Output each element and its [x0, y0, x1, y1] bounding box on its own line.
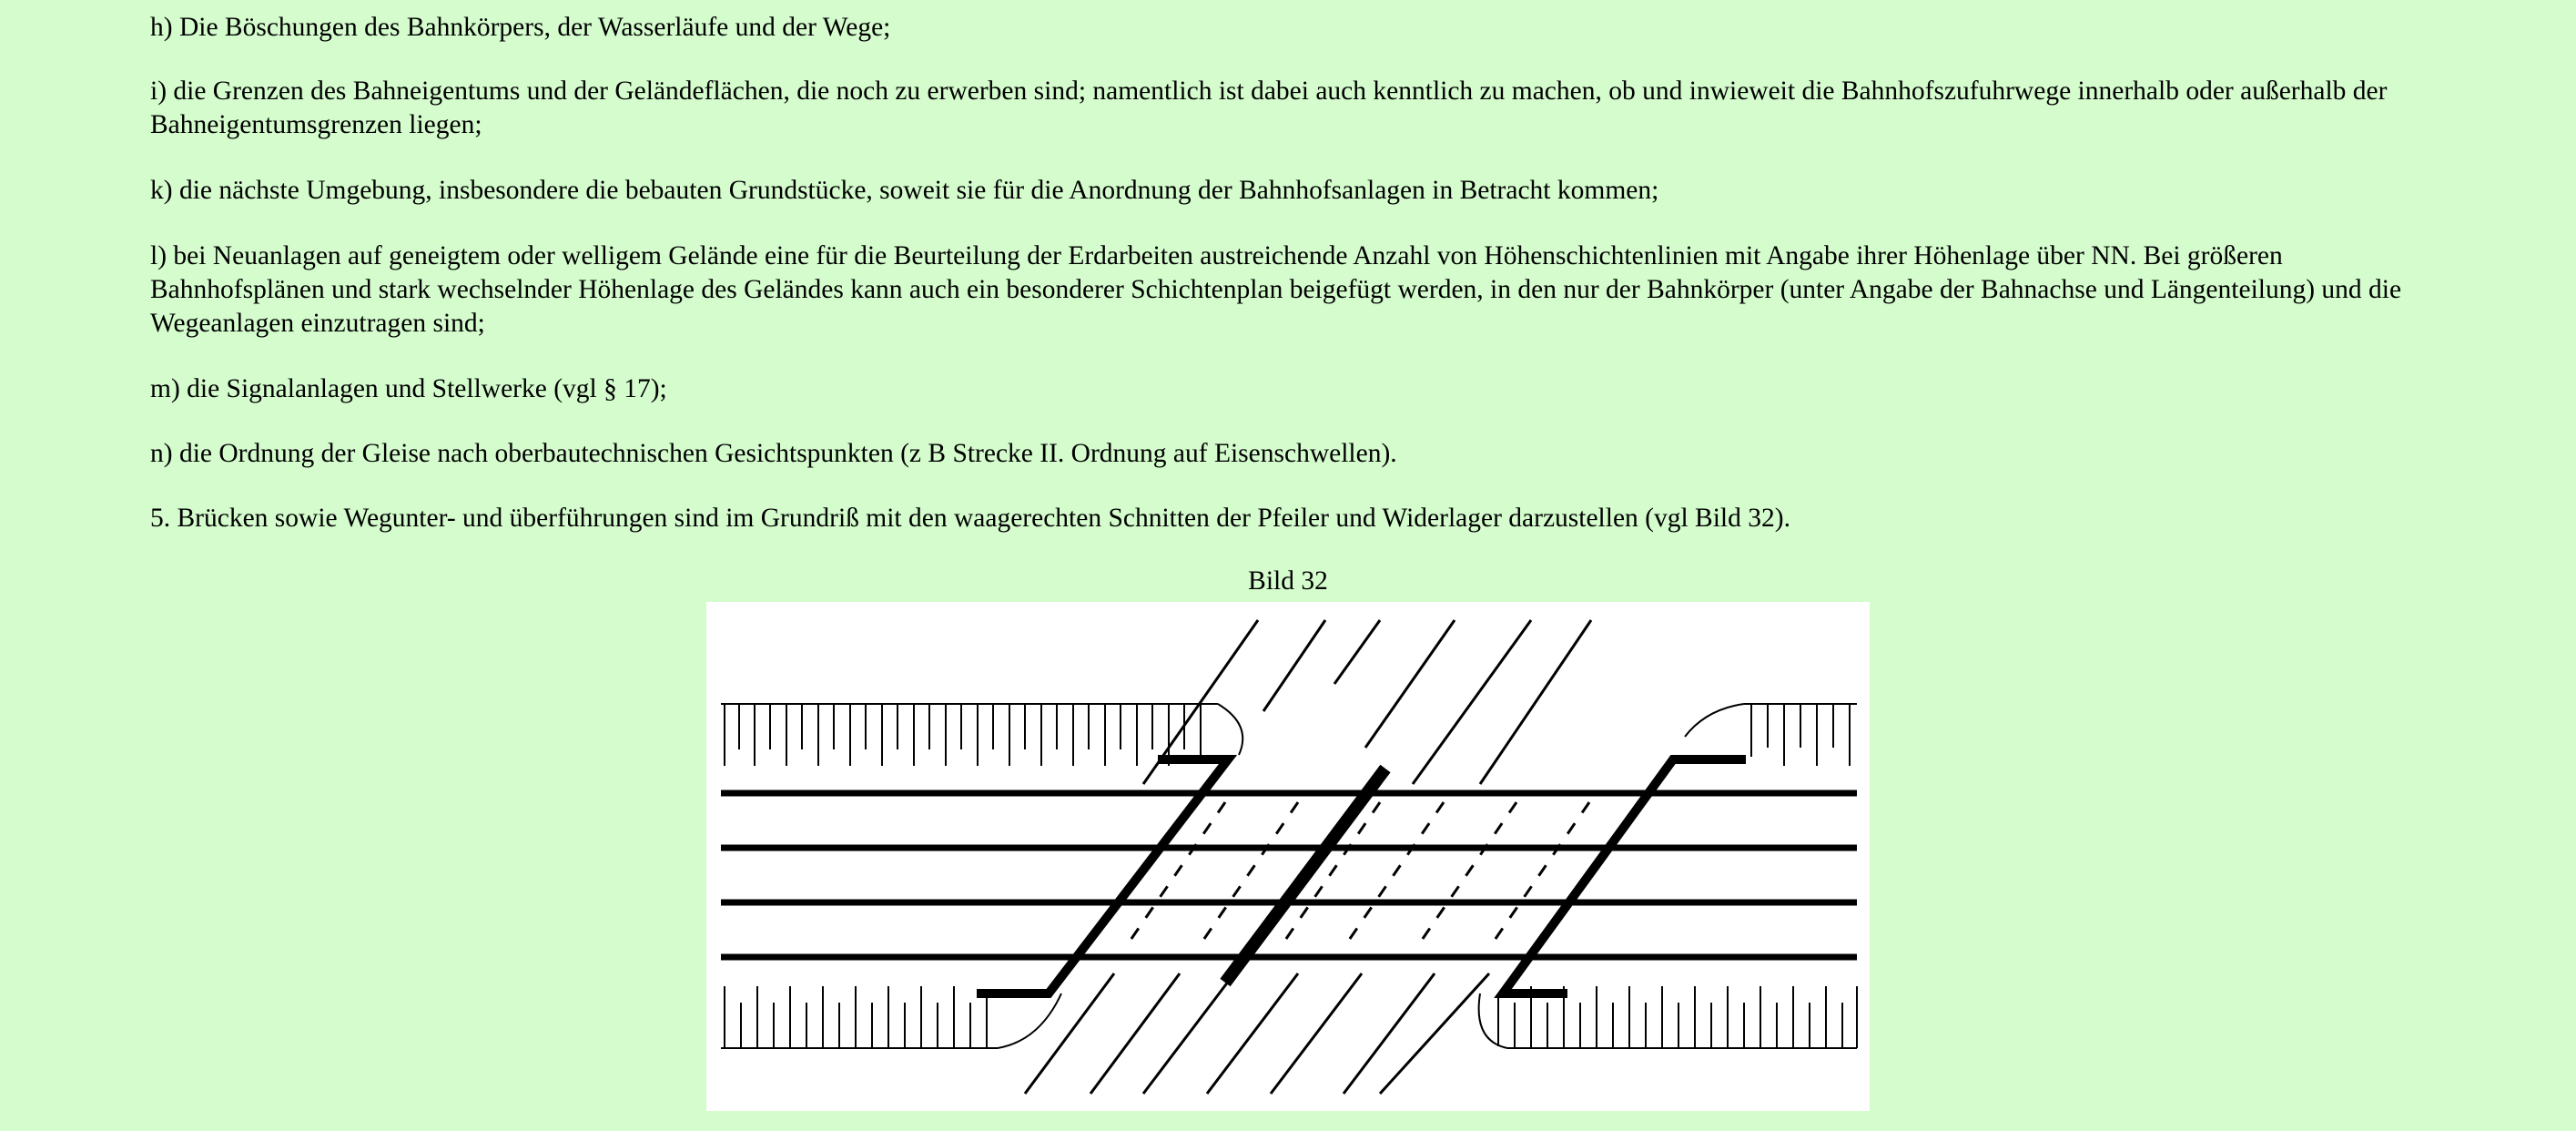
paragraph-i: i) die Grenzen des Bahneigentums und der Geländeflächen, die noch zu erwerben sind; namentlich ist dabei auch kenntlich zu machen, ob und inwieweit die Bahnhofszufuhrwege innerhalb oder außerhalb der Bahneigentumsgrenzen liegen; [150, 76, 2388, 139]
paragraph-k: k) die nächste Umgebung, insbesondere die bebauten Grundstücke, soweit sie für die Anordnung der Bahnhofsanlagen in Betracht kommen; [150, 176, 1659, 205]
paragraph-5: 5. Brücken sowie Wegunter- und überführungen sind im Grundriß mit den waagerechten Schnitten der Pfeiler und Widerlager darzustellen (vgl Bild 32). [150, 504, 1790, 533]
bridge-plan-drawing [706, 602, 1870, 1111]
paragraph-m: m) die Signalanlagen und Stellwerke (vgl § 17); [150, 374, 667, 403]
bridge-plan-figure [706, 602, 1870, 1111]
paragraph-n: n) die Ordnung der Gleise nach oberbautechnischen Gesichtspunkten (z B Strecke II. Ordnung auf Eisenschwellen). [150, 439, 1397, 468]
road-lines-bottom [1025, 973, 1489, 1094]
road-lines-under-bridge [1125, 802, 1589, 948]
paragraph-h: h) Die Böschungen des Bahnkörpers, der Wasserläufe und der Wege; [150, 13, 891, 42]
paragraph-l: l) bei Neuanlagen auf geneigtem oder welligem Gelände eine für die Beurteilung der Erdarbeiten austreichende Anzahl von Höhenschichtenlinien mit Angabe ihrer Höhenlage über NN. Bei größeren Bahnhofsplänen und stark wechselnder Höhenlage des Geländes kann auch ein besonderer Schichtenplan beigefügt werden, in den nur der Bahnkörper (unter Angabe der Bahnachse und Längenteilung) und die Wegeanlagen einzutragen sind; [150, 241, 2402, 338]
figure-caption: Bild 32 [1248, 566, 1328, 596]
